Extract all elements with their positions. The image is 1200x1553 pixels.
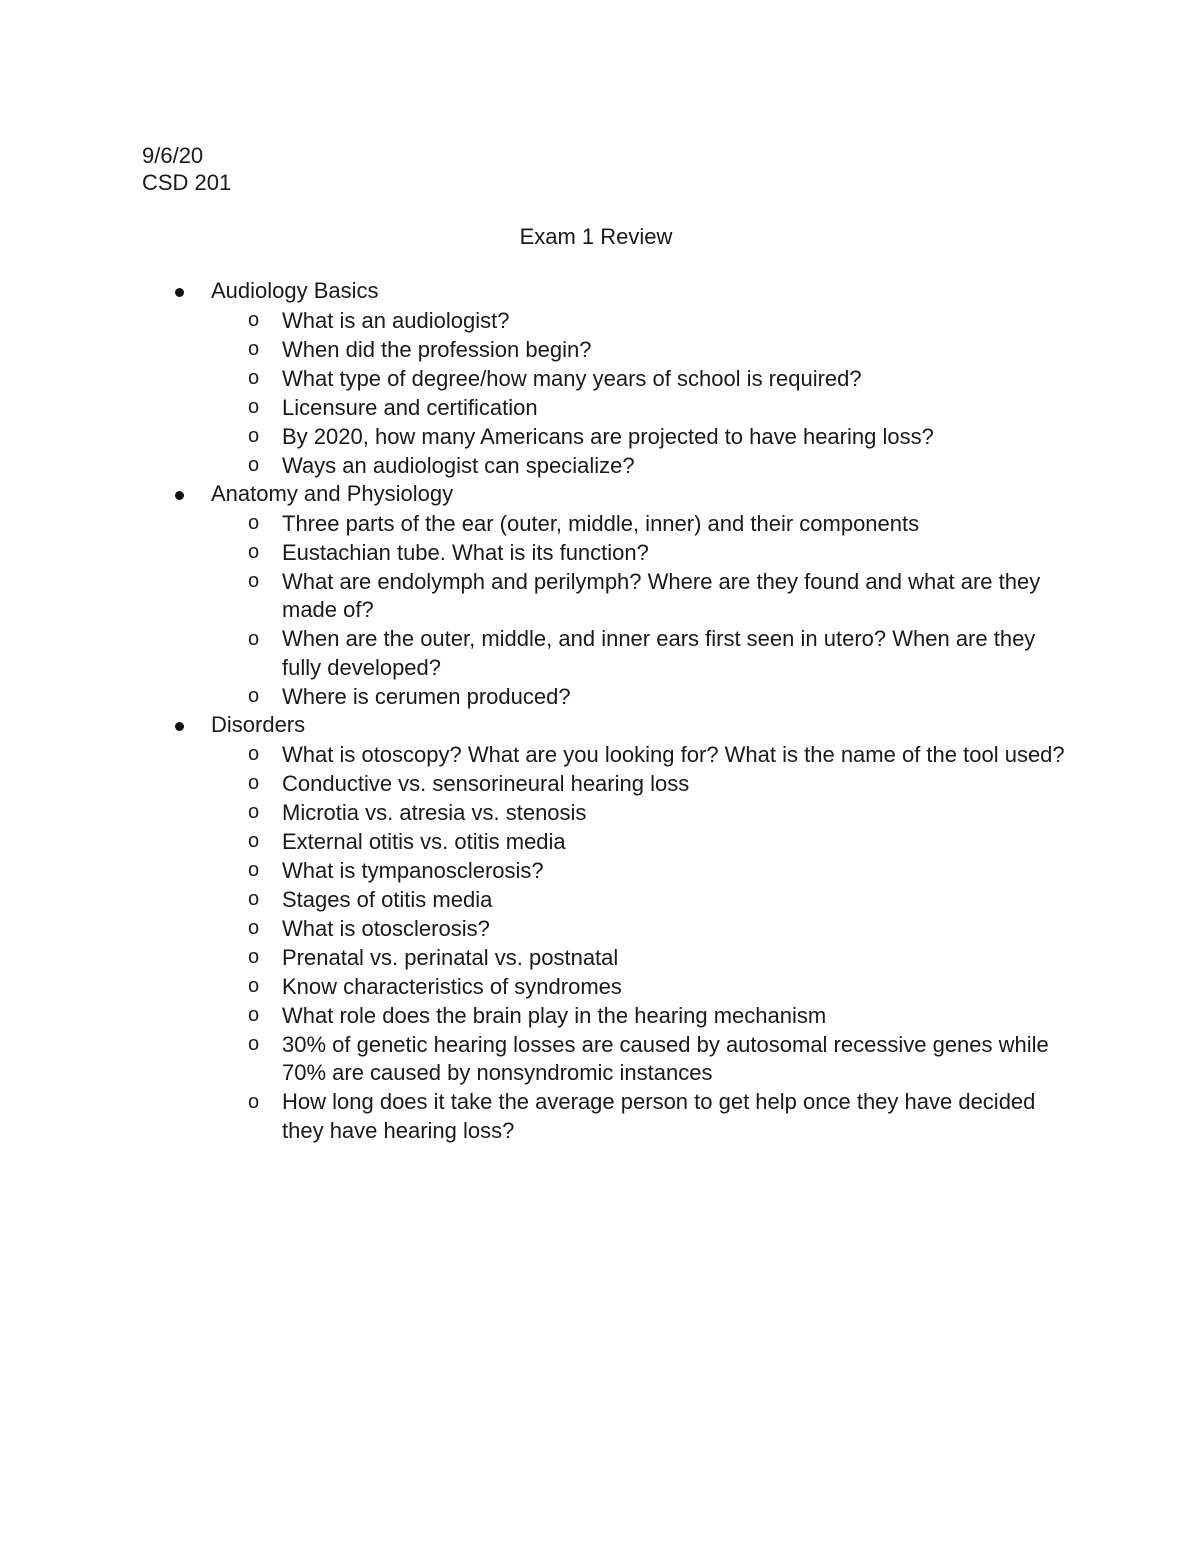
sub-bullet-icon: o — [248, 1090, 260, 1113]
list-item-text: By 2020, how many Americans are projected to have hearing loss? — [282, 423, 934, 449]
list-item-text: What is tympanosclerosis? — [282, 857, 544, 883]
list-item — [0, 538, 1072, 567]
list-item — [0, 335, 1072, 364]
sub-bullet-icon: o — [248, 338, 260, 360]
list-item-text: What are endolymph and perilymph? Where are they found and what are they made of? — [282, 568, 1041, 622]
sub-bullet-icon: o — [248, 570, 260, 592]
section-heading — [0, 480, 1200, 509]
list-item — [0, 509, 1072, 538]
list-item-text: Conductive vs. sensorineural hearing loss — [282, 770, 690, 796]
list-item — [0, 451, 1072, 480]
sub-bullet-icon: o — [248, 309, 260, 331]
list-item-text: Eustachian tube. What is its function? — [282, 539, 649, 565]
sub-bullet-icon: o — [248, 772, 260, 794]
list-item-text: Licensure and certification — [282, 394, 538, 420]
review-outline — [0, 277, 1200, 1145]
list-item — [0, 740, 1072, 769]
bullet-icon — [175, 722, 184, 731]
list-item — [0, 625, 1072, 683]
list-item — [0, 1030, 1072, 1088]
date-text: 9/6/20 — [142, 143, 204, 168]
list-item — [0, 567, 1072, 625]
list-item-text: External otitis vs. otitis media — [282, 828, 566, 854]
list-item — [0, 856, 1072, 885]
bullet-icon — [175, 288, 184, 297]
section-label: Disorders — [211, 712, 306, 737]
list-item-text: What type of degree/how many years of school is required? — [282, 365, 862, 391]
sub-bullet-icon: o — [248, 425, 260, 447]
list-item — [0, 914, 1072, 943]
sub-bullet-icon: o — [248, 685, 260, 707]
outline-section — [0, 711, 1200, 1145]
list-item-text: Three parts of the ear (outer, middle, inner) and their components — [282, 510, 920, 536]
list-item-text: What is otosclerosis? — [282, 915, 490, 941]
list-item — [0, 972, 1072, 1001]
outline-section — [0, 480, 1200, 711]
list-item — [0, 885, 1072, 914]
sub-bullet-icon: o — [248, 396, 260, 418]
list-item — [0, 798, 1072, 827]
list-item — [0, 306, 1072, 335]
section-label: Audiology Basics — [211, 278, 379, 303]
sub-bullet-icon: o — [248, 512, 260, 534]
list-item-text: Stages of otitis media — [282, 886, 493, 912]
sub-bullet-icon: o — [248, 946, 260, 968]
sub-bullet-icon: o — [248, 917, 260, 939]
list-item — [0, 422, 1072, 451]
list-item — [0, 1088, 1072, 1146]
sub-bullet-icon: o — [248, 454, 260, 476]
list-item-text: Ways an audiologist can specialize? — [282, 452, 635, 478]
list-item — [0, 364, 1072, 393]
list-item-text: Prenatal vs. perinatal vs. postnatal — [282, 944, 619, 970]
course-text: CSD 201 — [142, 170, 232, 195]
list-item — [0, 393, 1072, 422]
sub-bullet-icon: o — [248, 743, 260, 765]
bullet-icon — [175, 491, 184, 500]
list-item-text: Know characteristics of syndromes — [282, 973, 622, 999]
list-item-text: What role does the brain play in the hearing mechanism — [282, 1002, 827, 1028]
section-heading — [0, 277, 1200, 306]
list-item-text: What is otoscopy? What are you looking for? What is the name of the tool used? — [282, 741, 1065, 767]
sub-bullet-icon: o — [248, 367, 260, 389]
document-title: Exam 1 Review — [519, 224, 673, 249]
sub-bullet-icon: o — [248, 801, 260, 823]
list-item-text: Microtia vs. atresia vs. stenosis — [282, 799, 587, 825]
sub-bullet-icon: o — [248, 888, 260, 910]
outline-section — [0, 277, 1200, 480]
list-item-text: When are the outer, middle, and inner ears first seen in utero? When are they fully developed? — [282, 626, 1036, 680]
sub-bullet-icon: o — [248, 859, 260, 881]
sub-bullet-icon: o — [248, 627, 260, 650]
list-item-text: When did the profession begin? — [282, 336, 592, 362]
list-item — [0, 1001, 1072, 1030]
sub-bullet-icon: o — [248, 541, 260, 563]
list-item-text: 30% of genetic hearing losses are caused by autosomal recessive genes while 70% are caused by nonsyndromic instances — [282, 1031, 1049, 1085]
sub-bullet-icon: o — [248, 1033, 260, 1055]
list-item — [0, 769, 1072, 798]
sub-bullet-icon: o — [248, 975, 260, 997]
list-item — [0, 682, 1072, 711]
sub-bullet-icon: o — [248, 830, 260, 852]
list-item-text: How long does it take the average person to get help once they have decided they have hearing loss? — [282, 1089, 1036, 1143]
list-item-text: What is an audiologist? — [282, 307, 510, 333]
list-item — [0, 827, 1072, 856]
list-item-text: Where is cerumen produced? — [282, 683, 571, 709]
section-heading — [0, 711, 1200, 740]
sub-bullet-icon: o — [248, 1004, 260, 1026]
list-item — [0, 943, 1072, 972]
section-label: Anatomy and Physiology — [211, 481, 454, 506]
